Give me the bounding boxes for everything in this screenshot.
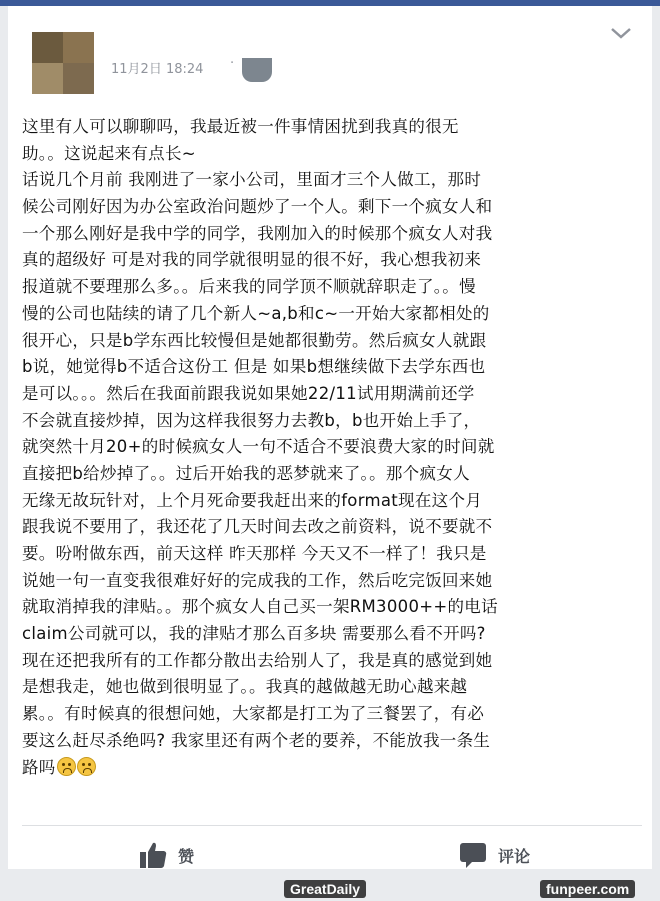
post-line: 要这么赶尽杀绝吗? 我家里还有两个老的要养，不能放我一条生	[22, 730, 491, 750]
comment-label: 评论	[498, 846, 531, 866]
post-line: 要。吩咐做东西，前天这样 昨天那样 今天又不一样了！我只是	[22, 544, 487, 563]
post-line: 真的超级好 可是对我的同学就很明显的很不好，我心想我初来	[22, 250, 482, 270]
like-label: 赞	[178, 846, 195, 866]
post-line: 是想我走，她也做到很明显了。。我真的越做越无助心越来越	[22, 677, 468, 697]
post-line: 就取消掉我的津贴。。那个疯女人自己买一架RM3000++的电话	[22, 597, 498, 617]
post-card	[8, 6, 652, 869]
crying-face-icon	[77, 757, 96, 776]
post-line: 很开心，只是b学东西比较慢但是她都很勤劳。然后疯女人就跟	[22, 330, 487, 350]
post-line: 是可以。。。然后在我面前跟我说如果她22/11试用期满前还学	[22, 383, 475, 403]
lock-privacy-icon[interactable]	[242, 58, 272, 82]
post-line: 候公司刚好因为办公室政治问题炒了一个人。剩下一个疯女人和	[22, 197, 493, 217]
post-line: 直接把b给炒掉了。。过后开始我的恶梦就来了。。那个疯女人	[22, 463, 470, 483]
post-line: 无缘无故玩针对，上个月死命要我赶出来的format现在这个月	[22, 490, 483, 510]
meta-separator: ·	[230, 56, 235, 71]
post-line: 一个那么刚好是我中学的同学，我刚加入的时候那个疯女人对我	[22, 223, 493, 243]
watermark-left: GreatDaily	[284, 880, 366, 898]
post-line: claim公司就可以，我的津贴才那么百多块 需要那么看不开吗?	[22, 624, 486, 644]
like-button[interactable]	[138, 838, 194, 872]
chevron-down-icon[interactable]	[608, 23, 634, 43]
post-line: 报道就不要理那么多。。后来我的同学顶不顺就辞职走了。。慢	[22, 277, 476, 297]
thumbs-up-icon	[138, 840, 168, 870]
avatar[interactable]	[32, 32, 94, 94]
post-line: 助。。这说起来有点长~	[22, 143, 196, 163]
post-line: 这里有人可以聊聊吗，我最近被一件事情困扰到我真的很无	[22, 117, 459, 136]
post-line: b说，她觉得b不适合这份工 但是 如果b想继续做下去学东西也	[22, 357, 486, 377]
watermark-right: funpeer.com	[540, 880, 635, 898]
comment-button[interactable]	[458, 838, 530, 872]
post-line: 说她一句一直变我很难好好的完成我的工作，然后吃完饭回来她	[22, 570, 493, 590]
divider	[22, 825, 642, 826]
post-line: 路吗	[22, 755, 650, 782]
post-line: 就突然十月20+的时候疯女人一句不适合不要浪费大家的时间就	[22, 437, 495, 457]
post-line: 现在还把我所有的工作都分散出去给别人了，我是真的感觉到她	[22, 650, 493, 670]
crying-face-icon	[57, 757, 76, 776]
post-line: 话说几个月前 我刚进了一家小公司，里面才三个人做工，那时	[22, 170, 482, 190]
post-line: 累。。有时候真的很想问她，大家都是打工为了三餐罢了，有必	[22, 704, 485, 724]
post-text	[22, 114, 650, 781]
post-line: 跟我说不要用了，我还花了几天时间去改之前资料，说不要就不	[22, 517, 493, 537]
post-line: 慢的公司也陆续的请了几个新人~a,b和c~一开始大家都相处的	[22, 303, 490, 323]
post-line: 不会就直接炒掉，因为这样我很努力去教b，b也开始上手了，	[22, 410, 481, 430]
comment-bubble-icon	[458, 840, 488, 870]
post-timestamp[interactable]: 11月2日 18:24	[111, 62, 204, 77]
